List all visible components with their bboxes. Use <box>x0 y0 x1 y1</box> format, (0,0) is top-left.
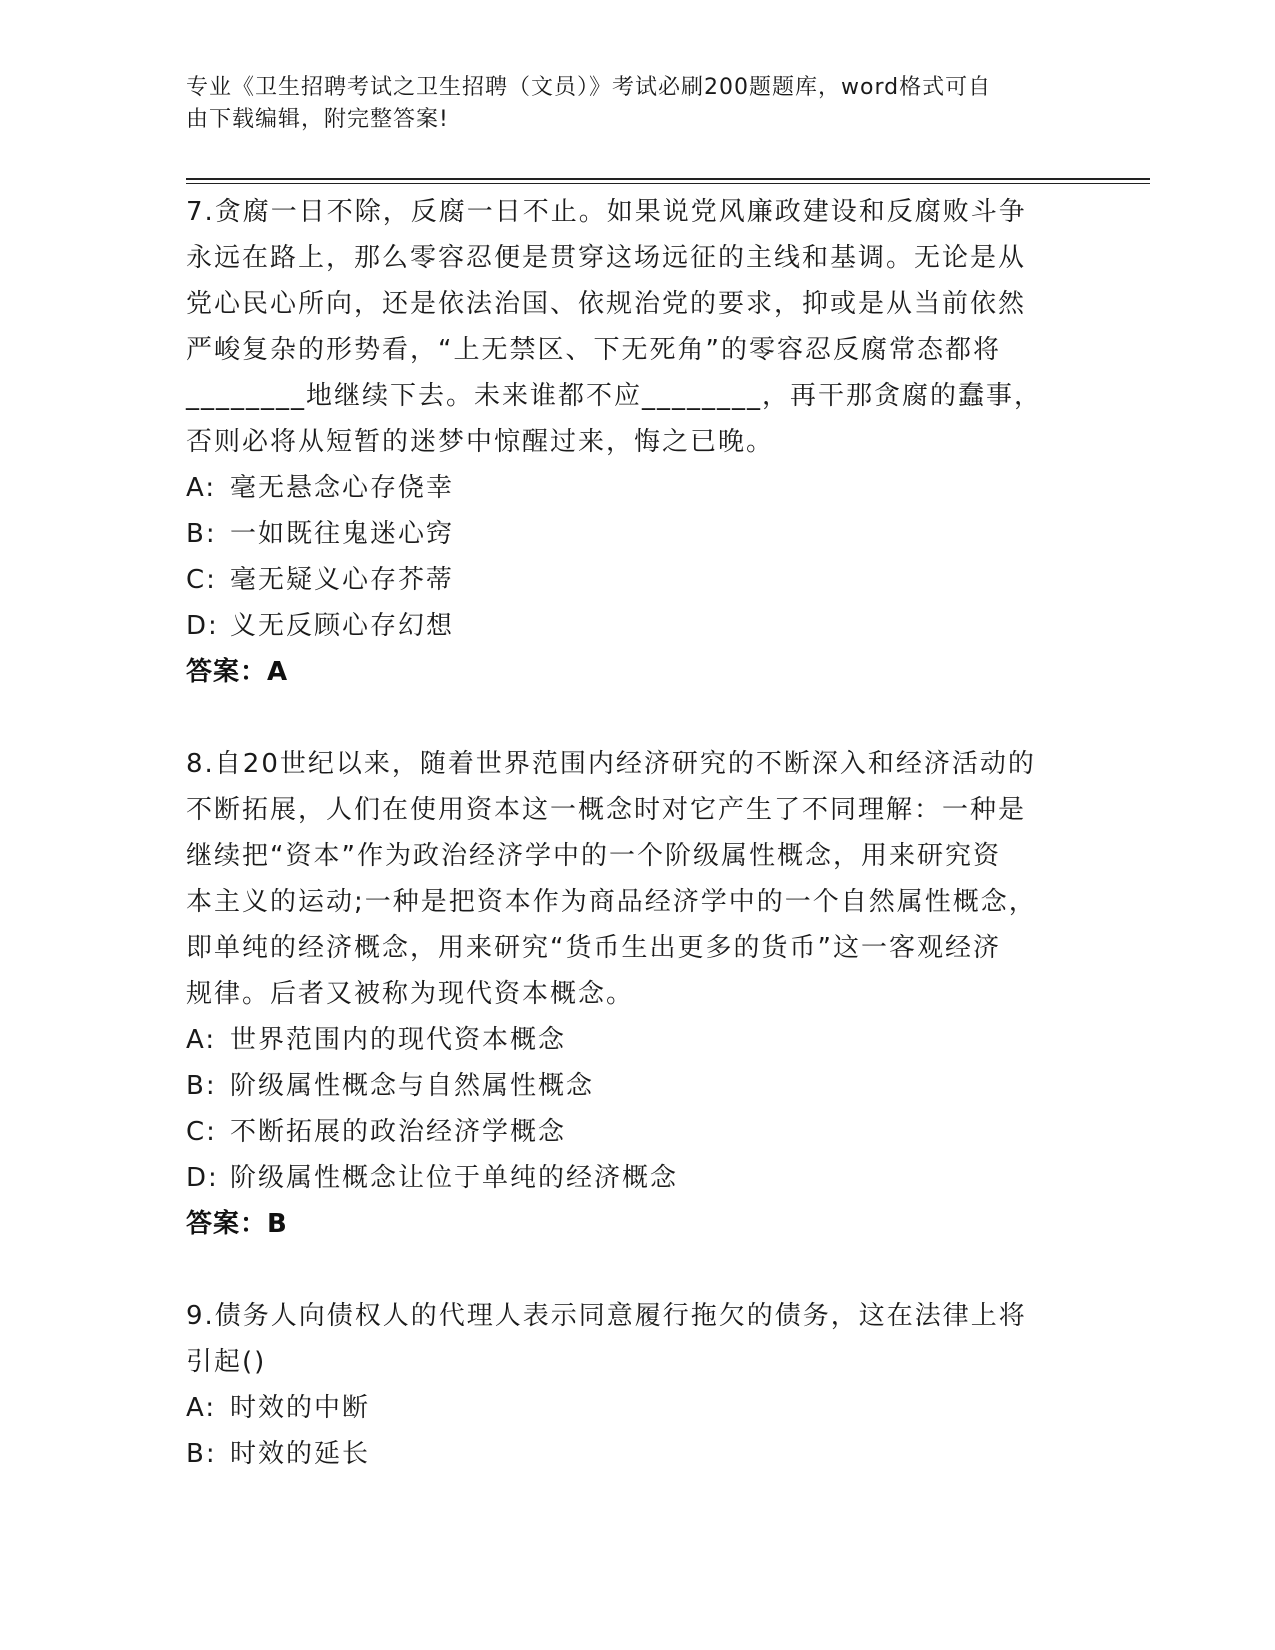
option-label: D: <box>186 1163 219 1193</box>
option-label: B: <box>186 1071 217 1101</box>
option-text: 时效的中断 <box>230 1393 371 1423</box>
option-d <box>186 603 1086 649</box>
option-text: 不断拓展的政治经济学概念 <box>230 1117 567 1147</box>
option-text: 时效的延长 <box>230 1439 371 1469</box>
stem-line: 继续把“资本”作为政治经济学中的一个阶级属性概念，用来研究资 <box>186 841 1001 871</box>
option-text: 义无反顾心存幻想 <box>230 611 455 641</box>
stem-line: ________地继续下去。未来谁都不应________，再干那贪腐的蠢事， <box>186 381 1043 411</box>
option-text: 毫无疑义心存芥蒂 <box>230 565 455 595</box>
option-label: A: <box>186 1025 217 1055</box>
question-list <box>186 189 1086 1477</box>
option-a <box>186 1385 1086 1431</box>
option-b <box>186 1063 1086 1109</box>
option-b <box>186 1431 1086 1477</box>
option-a <box>186 1017 1086 1063</box>
option-label: D: <box>186 611 219 641</box>
stem-line: 规律。后者又被称为现代资本概念。 <box>186 979 635 1009</box>
answer-line: 答案：A <box>186 657 289 687</box>
option-label: B: <box>186 519 217 549</box>
option-c <box>186 1109 1086 1155</box>
question-spacer <box>186 695 1086 741</box>
option-label: A: <box>186 1393 217 1423</box>
header-line-2: 由下载编辑，附完整答案! <box>186 107 449 132</box>
option-text: 世界范围内的现代资本概念 <box>230 1025 567 1055</box>
stem-line: 引起() <box>186 1347 267 1377</box>
stem-line: 永远在路上，那么零容忍便是贯穿这场远征的主线和基调。无论是从 <box>186 243 1027 273</box>
option-d <box>186 1155 1086 1201</box>
question-stem <box>186 189 1086 465</box>
stem-line: 9.债务人向债权人的代理人表示同意履行拖欠的债务，这在法律上将 <box>186 1301 1027 1331</box>
option-text: 阶级属性概念让位于单纯的经济概念 <box>230 1163 679 1193</box>
option-a <box>186 465 1086 511</box>
answer-line: 答案：B <box>186 1209 288 1239</box>
header-divider-thin <box>186 183 1150 184</box>
option-label: B: <box>186 1439 217 1469</box>
option-label: A: <box>186 473 217 503</box>
question-stem <box>186 1293 1086 1385</box>
stem-line: 不断拓展，人们在使用资本这一概念时对它产生了不同理解：一种是 <box>186 795 1027 825</box>
option-text: 阶级属性概念与自然属性概念 <box>230 1071 595 1101</box>
document-header <box>186 72 1066 136</box>
stem-line: 否则必将从短暂的迷梦中惊醒过来，悔之已晚。 <box>186 427 775 457</box>
stem-line: 7.贪腐一日不除，反腐一日不止。如果说党风廉政建设和反腐败斗争 <box>186 197 1027 227</box>
stem-line: 严峻复杂的形势看，“上无禁区、下无死角”的零容忍反腐常态都将 <box>186 335 1001 365</box>
question-spacer <box>186 1247 1086 1293</box>
option-label: C: <box>186 565 217 595</box>
option-text: 一如既往鬼迷心窍 <box>230 519 455 549</box>
option-b <box>186 511 1086 557</box>
question-8 <box>186 741 1086 1247</box>
question-9 <box>186 1293 1086 1477</box>
stem-line: 8.自20世纪以来，随着世界范围内经济研究的不断深入和经济活动的 <box>186 749 1036 779</box>
header-divider-thick <box>186 178 1150 180</box>
stem-line: 党心民心所向，还是依法治国、依规治党的要求，抑或是从当前依然 <box>186 289 1027 319</box>
stem-line: 本主义的运动;一种是把资本作为商品经济学中的一个自然属性概念， <box>186 887 1037 917</box>
option-text: 毫无悬念心存侥幸 <box>230 473 455 503</box>
question-stem <box>186 741 1086 1017</box>
option-label: C: <box>186 1117 217 1147</box>
stem-line: 即单纯的经济概念，用来研究“货币生出更多的货币”这一客观经济 <box>186 933 1001 963</box>
option-c <box>186 557 1086 603</box>
header-line-1: 专业《卫生招聘考试之卫生招聘（文员）》考试必刷200题题库，word格式可自 <box>186 75 992 100</box>
question-7 <box>186 189 1086 695</box>
